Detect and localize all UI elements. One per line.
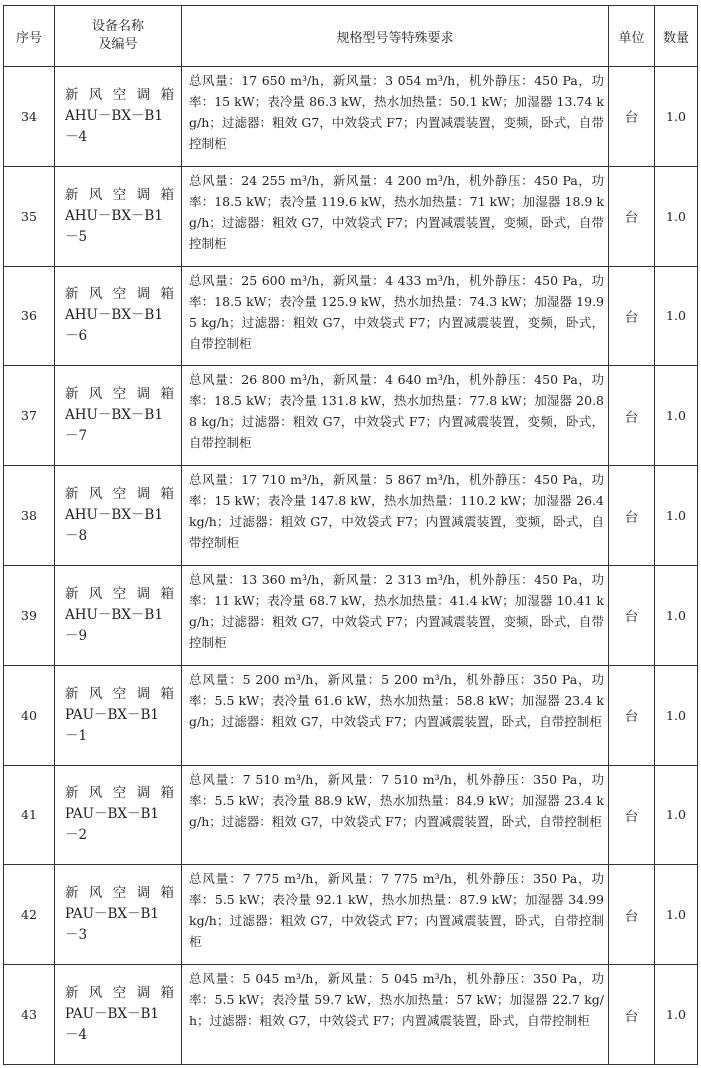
device-name: 新风空调箱 bbox=[65, 286, 175, 303]
device-code: AHU－BX－B1 bbox=[65, 107, 163, 124]
row-qty: 1.0 bbox=[655, 965, 698, 1065]
row-index: 42 bbox=[4, 865, 55, 965]
row-device-name bbox=[55, 665, 182, 765]
device-name: 新风空调箱 bbox=[65, 186, 175, 203]
row-device-name bbox=[55, 765, 182, 865]
table-row bbox=[4, 166, 698, 266]
device-name: 新风空调箱 bbox=[65, 785, 175, 802]
row-qty: 1.0 bbox=[655, 665, 698, 765]
row-device-name bbox=[55, 865, 182, 965]
device-code: PAU－BX－B1 bbox=[65, 1006, 160, 1023]
device-code: AHU－BX－B1 bbox=[65, 507, 163, 524]
device-code-suffix: －6 bbox=[65, 328, 88, 345]
table-row bbox=[4, 466, 698, 566]
device-code-suffix: －4 bbox=[65, 128, 88, 145]
table-row bbox=[4, 67, 698, 167]
row-unit: 台 bbox=[609, 665, 655, 765]
table-row bbox=[4, 965, 698, 1065]
row-device-name bbox=[55, 366, 182, 466]
row-device-name bbox=[55, 466, 182, 566]
row-qty: 1.0 bbox=[655, 366, 698, 466]
table-row bbox=[4, 665, 698, 765]
row-index: 40 bbox=[4, 665, 55, 765]
device-code-suffix: －8 bbox=[65, 528, 88, 545]
device-code: PAU－BX－B1 bbox=[65, 806, 160, 823]
table-row bbox=[4, 865, 698, 965]
header-name bbox=[55, 6, 182, 67]
device-code-suffix: －2 bbox=[65, 827, 88, 844]
header-name-line2: 及编号 bbox=[98, 37, 138, 52]
device-name: 新风空调箱 bbox=[65, 985, 175, 1002]
device-code: AHU－BX－B1 bbox=[65, 207, 163, 224]
device-name: 新风空调箱 bbox=[65, 386, 175, 403]
device-name: 新风空调箱 bbox=[65, 885, 175, 902]
row-device-name bbox=[55, 266, 182, 366]
header-spec: 规格型号等特殊要求 bbox=[182, 6, 609, 67]
row-unit: 台 bbox=[609, 67, 655, 167]
row-unit: 台 bbox=[609, 965, 655, 1065]
header-row bbox=[4, 6, 698, 67]
header-index: 序号 bbox=[4, 6, 55, 67]
row-device-name bbox=[55, 166, 182, 266]
equipment-table bbox=[3, 5, 698, 1065]
device-code-suffix: －5 bbox=[65, 228, 88, 245]
row-index: 37 bbox=[4, 366, 55, 466]
table-row bbox=[4, 266, 698, 366]
row-index: 43 bbox=[4, 965, 55, 1065]
row-spec: 总风量：17 710 m³/h，新风量：5 867 m³/h，机外静压：450 Pa，功率：15 kW；表冷量 147.8 kW，热水加热量：110.2 kW；加湿器 26.4 kg/h；过滤器：粗效 G7，中效袋式 F7；内置减震装置，变频，卧式，自带控制柜 bbox=[182, 466, 609, 566]
row-spec: 总风量：13 360 m³/h，新风量：2 313 m³/h，机外静压：450 Pa，功率：11 kW；表冷量 68.7 kW，热水加热量：41.4 kW；加湿器 10.41 kg/h；过滤器：粗效 G7，中效袋式 F7；内置减震装置，变频，卧式，自带控制柜 bbox=[182, 565, 609, 665]
device-code: PAU－BX－B1 bbox=[65, 906, 160, 923]
row-index: 36 bbox=[4, 266, 55, 366]
table-row bbox=[4, 366, 698, 466]
device-code: AHU－BX－B1 bbox=[65, 606, 163, 623]
device-name: 新风空调箱 bbox=[65, 86, 175, 103]
device-code-suffix: －9 bbox=[65, 627, 88, 644]
row-qty: 1.0 bbox=[655, 565, 698, 665]
header-qty: 数量 bbox=[655, 6, 698, 67]
row-qty: 1.0 bbox=[655, 266, 698, 366]
device-code-suffix: －7 bbox=[65, 428, 88, 445]
row-index: 34 bbox=[4, 67, 55, 167]
device-code: AHU－BX－B1 bbox=[65, 307, 163, 324]
table-body bbox=[4, 67, 698, 1065]
row-qty: 1.0 bbox=[655, 466, 698, 566]
row-device-name bbox=[55, 565, 182, 665]
row-device-name bbox=[55, 965, 182, 1065]
row-unit: 台 bbox=[609, 565, 655, 665]
row-unit: 台 bbox=[609, 366, 655, 466]
row-unit: 台 bbox=[609, 865, 655, 965]
device-code-suffix: －4 bbox=[65, 1027, 88, 1044]
device-code: AHU－BX－B1 bbox=[65, 407, 163, 424]
device-code: PAU－BX－B1 bbox=[65, 706, 160, 723]
row-qty: 1.0 bbox=[655, 67, 698, 167]
device-name: 新风空调箱 bbox=[65, 685, 175, 702]
row-spec: 总风量：5 200 m³/h，新风量：5 200 m³/h，机外静压：350 Pa，功率：5.5 kW；表冷量 61.6 kW，热水加热量：58.8 kW；加湿器 23.4 kg/h；过滤器：粗效 G7，中效袋式 F7；内置减震装置，卧式，自带控制柜 bbox=[182, 665, 609, 765]
row-spec: 总风量：25 600 m³/h，新风量：4 433 m³/h，机外静压：450 Pa，功率：18.5 kW；表冷量 125.9 kW，热水加热量：74.3 kW；加湿器 19.95 kg/h；过滤器：粗效 G7，中效袋式 F7；内置减震装置，变频，卧式，自带控制柜 bbox=[182, 266, 609, 366]
row-spec: 总风量：5 045 m³/h，新风量：5 045 m³/h，机外静压：350 Pa，功率：5.5 kW；表冷量 59.7 kW，热水加热量：57 kW；加湿器 22.7 kg/h；过滤器：粗效 G7，中效袋式 F7；内置减震装置，卧式，自带控制柜 bbox=[182, 965, 609, 1065]
device-name: 新风空调箱 bbox=[65, 585, 175, 602]
device-name: 新风空调箱 bbox=[65, 486, 175, 503]
row-device-name bbox=[55, 67, 182, 167]
row-qty: 1.0 bbox=[655, 166, 698, 266]
row-spec: 总风量：7 510 m³/h，新风量：7 510 m³/h，机外静压：350 Pa，功率：5.5 kW；表冷量 88.9 kW，热水加热量：84.9 kW；加湿器 23.4 kg/h；过滤器：粗效 G7，中效袋式 F7；内置减震装置，卧式，自带控制柜 bbox=[182, 765, 609, 865]
row-unit: 台 bbox=[609, 466, 655, 566]
table-row bbox=[4, 565, 698, 665]
header-unit: 单位 bbox=[609, 6, 655, 67]
row-unit: 台 bbox=[609, 166, 655, 266]
row-qty: 1.0 bbox=[655, 865, 698, 965]
row-unit: 台 bbox=[609, 765, 655, 865]
row-index: 38 bbox=[4, 466, 55, 566]
row-qty: 1.0 bbox=[655, 765, 698, 865]
row-index: 41 bbox=[4, 765, 55, 865]
row-spec: 总风量：17 650 m³/h，新风量：3 054 m³/h，机外静压：450 Pa，功率：15 kW；表冷量 86.3 kW，热水加热量：50.1 kW；加湿器 13.74 kg/h；过滤器：粗效 G7，中效袋式 F7；内置减震装置，变频，卧式，自带控制柜 bbox=[182, 67, 609, 167]
table-row bbox=[4, 765, 698, 865]
row-unit: 台 bbox=[609, 266, 655, 366]
device-code-suffix: －3 bbox=[65, 927, 88, 944]
row-index: 39 bbox=[4, 565, 55, 665]
row-spec: 总风量：26 800 m³/h，新风量：4 640 m³/h，机外静压：450 Pa，功率：18.5 kW；表冷量 131.8 kW，热水加热量：77.8 kW；加湿器 20.88 kg/h；过滤器：粗效 G7，中效袋式 F7；内置减震装置，变频，卧式，自带控制柜 bbox=[182, 366, 609, 466]
row-spec: 总风量：24 255 m³/h，新风量：4 200 m³/h，机外静压：450 Pa，功率：18.5 kW；表冷量 119.6 kW，热水加热量：71 kW；加湿器 18.9 kg/h；过滤器：粗效 G7，中效袋式 F7；内置减震装置，变频，卧式，自带控制柜 bbox=[182, 166, 609, 266]
row-index: 35 bbox=[4, 166, 55, 266]
row-spec: 总风量：7 775 m³/h，新风量：7 775 m³/h，机外静压：350 Pa，功率：5.5 kW；表冷量 92.1 kW，热水加热量：87.9 kW；加湿器 34.99 kg/h；过滤器：粗效 G7，中效袋式 F7；内置减震装置，卧式，自带控制柜 bbox=[182, 865, 609, 965]
device-code-suffix: －1 bbox=[65, 727, 88, 744]
header-name-line1: 设备名称 bbox=[91, 19, 144, 34]
